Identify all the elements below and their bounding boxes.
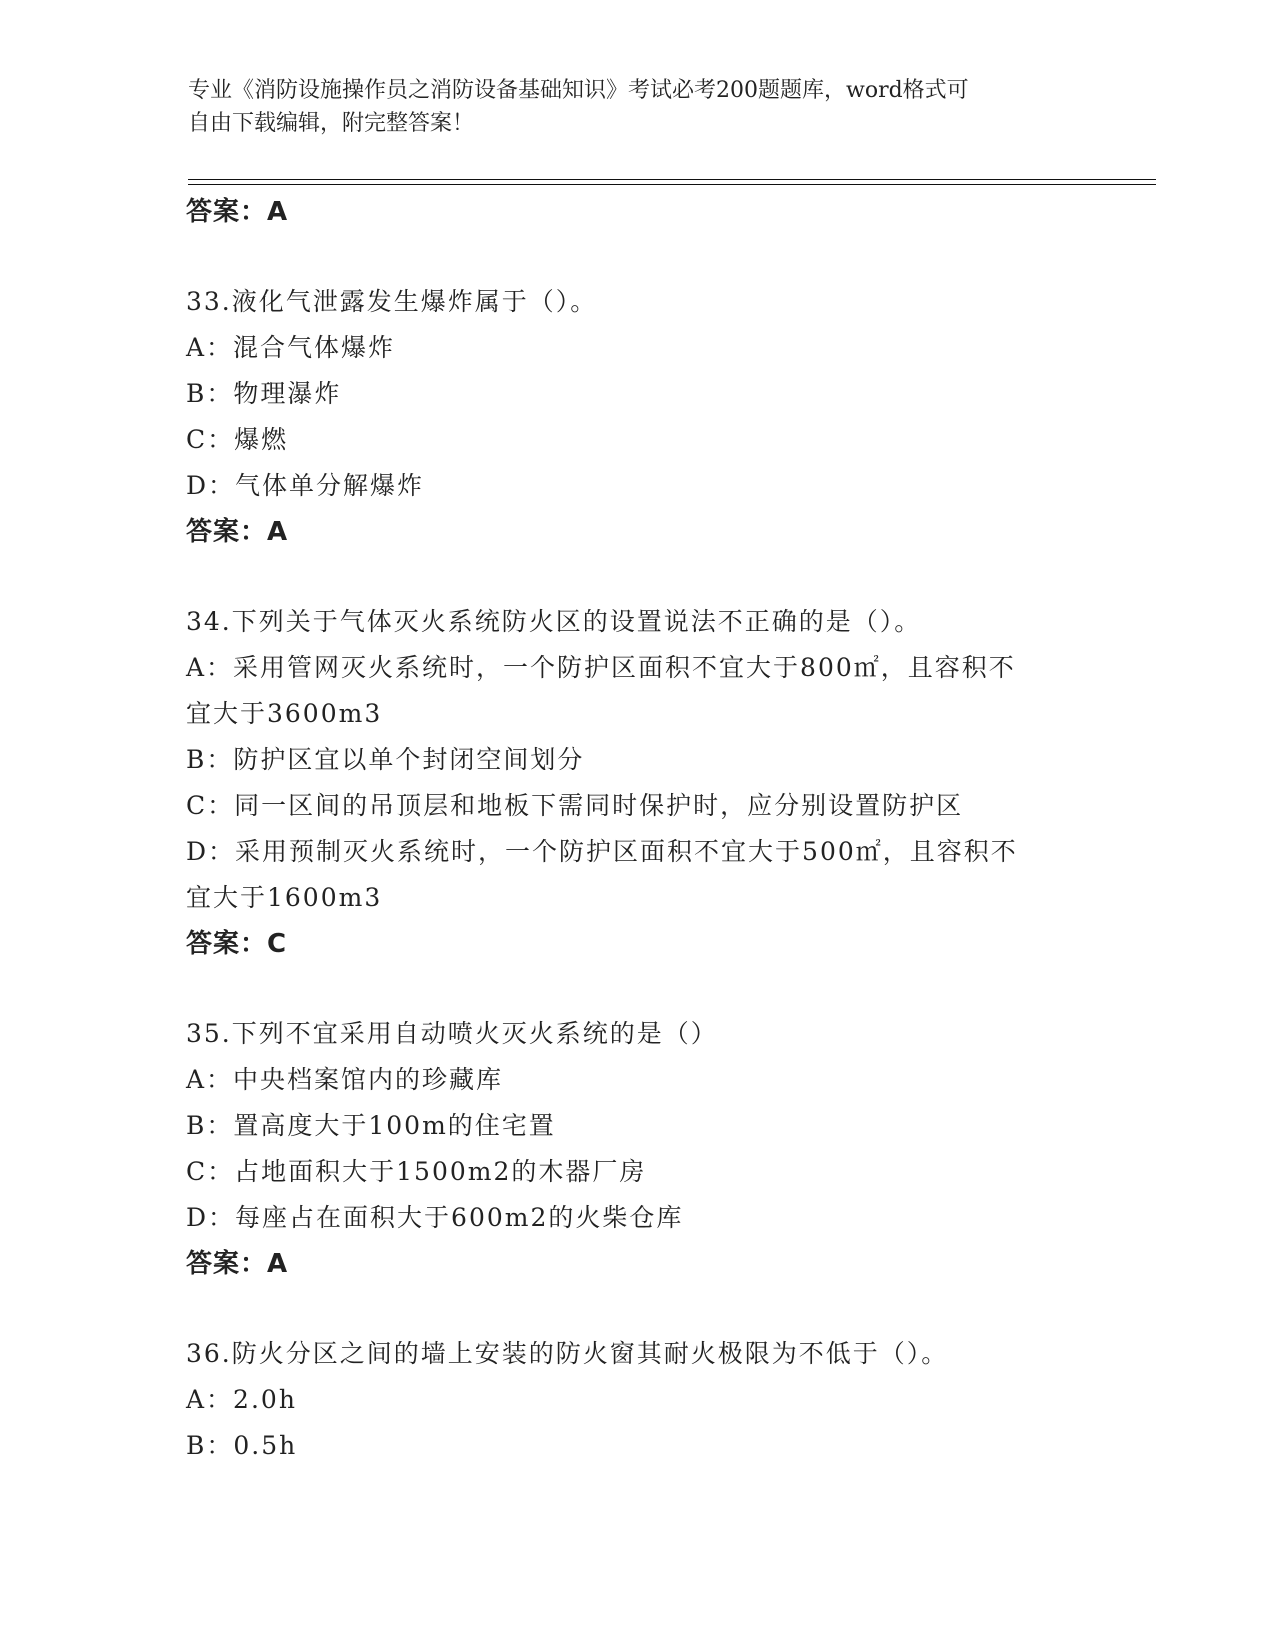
option-a: A：混合气体爆炸 [186, 333, 396, 362]
question-stem: 36.防火分区之间的墙上安装的防火窗其耐火极限为不低于（）。 [186, 1339, 949, 1368]
option-d-continuation: 宜大于1600m3 [186, 883, 383, 912]
spacer [186, 967, 1086, 1011]
header-line-1: 专业《消防设施操作员之消防设备基础知识》考试必考200题题库，word格式可 [188, 78, 969, 103]
spacer [186, 235, 1086, 279]
header-divider-top [188, 179, 1156, 180]
option-b: B：防护区宜以单个封闭空间划分 [186, 745, 585, 774]
question-stem: 34.下列关于气体灭火系统防火区的设置说法不正确的是（）。 [186, 607, 922, 636]
option-c: C：占地面积大于1500m2的木器厂房 [186, 1157, 647, 1186]
document-header [188, 74, 1088, 140]
answer-line: 答案：A [186, 197, 289, 227]
header-divider-bottom [188, 184, 1156, 185]
spacer [186, 555, 1086, 599]
question-stem: 33.液化气泄露发生爆炸属于（）。 [186, 287, 598, 316]
option-d: D：每座占在面积大于600m2的火柴仓库 [186, 1203, 684, 1232]
question-list [186, 189, 1086, 1469]
question-block [186, 599, 1086, 967]
answer-line: 答案：A [186, 1249, 289, 1279]
spacer [186, 1287, 1086, 1331]
option-a: A：采用管网灭火系统时，一个防护区面积不宜大于800㎡，且容积不 [186, 653, 1016, 682]
option-b: B：物理瀑炸 [186, 379, 342, 408]
option-c: C：爆燃 [186, 425, 289, 454]
option-a-continuation: 宜大于3600m3 [186, 699, 383, 728]
answer-line: 答案：A [186, 517, 289, 547]
question-block [186, 1331, 1086, 1469]
option-b: B：0.5h [186, 1431, 298, 1460]
question-block [186, 1011, 1086, 1287]
question-stem: 35.下列不宜采用自动喷火灭火系统的是（） [186, 1019, 718, 1048]
option-d: D：气体单分解爆炸 [186, 471, 425, 500]
option-c: C：同一区间的吊顶层和地板下需同时保护时，应分别设置防护区 [186, 791, 964, 820]
option-a: A：2.0h [186, 1385, 297, 1414]
option-a: A：中央档案馆内的珍藏库 [186, 1065, 504, 1094]
header-line-2: 自由下载编辑，附完整答案！ [188, 111, 475, 136]
option-d: D：采用预制灭火系统时，一个防护区面积不宜大于500㎡，且容积不 [186, 837, 1018, 866]
option-b: B：置高度大于100m的住宅置 [186, 1111, 556, 1140]
question-block [186, 279, 1086, 555]
answer-line: 答案：C [186, 929, 288, 959]
